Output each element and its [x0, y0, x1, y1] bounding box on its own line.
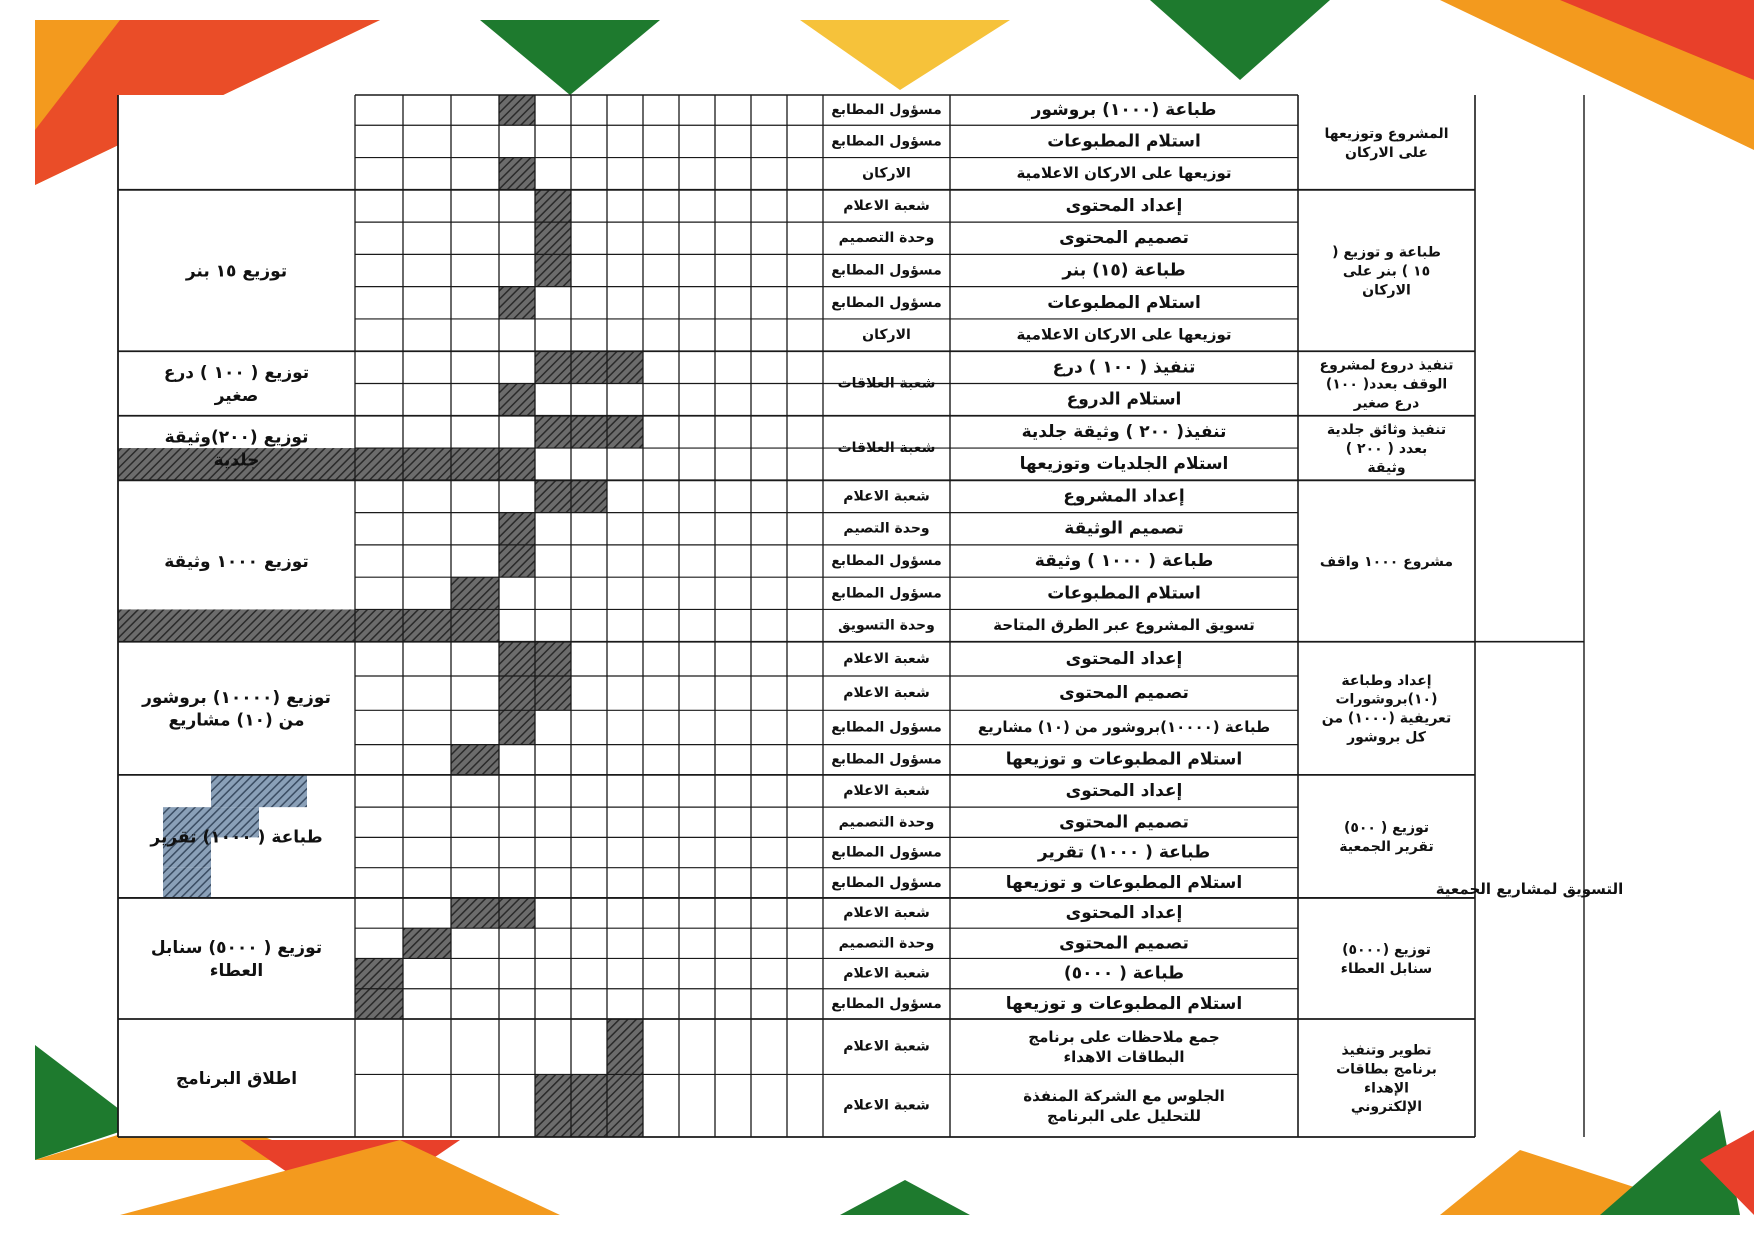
owner-label: وحدة التصيم — [843, 520, 930, 537]
task-label: تصميم الوثيقة — [1064, 518, 1184, 539]
summary-label: توزيع (١٠٠٠٠) بروشور من (١٠) مشاريع — [142, 687, 331, 731]
task-label: طباعة (١٠٠٠) بروشور — [1031, 100, 1217, 121]
gantt-cell-filled — [499, 287, 535, 319]
project-label: تنفيذ وثائق جلدية بعدد ( ٢٠٠ ) وثيقة — [1326, 422, 1447, 476]
task-label: استلام المطبوعات — [1047, 131, 1201, 152]
summary-label: اطلاق البرنامج — [175, 1068, 298, 1089]
gantt-cell-filled — [163, 448, 211, 480]
owner-label: شعبة الاعلام — [843, 1097, 930, 1114]
gantt-cell-filled — [403, 928, 451, 958]
gantt-cell-filled — [211, 609, 259, 641]
project-label: توزيع (٥٠٠٠) سنابل العطاء — [1340, 941, 1433, 977]
task-label: إعداد المحتوى — [1065, 648, 1183, 669]
summary-label: طباعة ( ١٠٠٠) تقرير — [150, 827, 323, 848]
task-label: إعداد المحتوى — [1065, 903, 1183, 924]
project-label: مشروع ١٠٠٠ واقف — [1319, 553, 1454, 570]
gantt-cell-filled — [355, 448, 403, 480]
gantt-cell-filled — [403, 609, 451, 641]
owner-label: شعبة العلاقات — [837, 375, 936, 392]
project-label: توزيع ( ٥٠٠) تقرير الجمعية — [1339, 819, 1434, 855]
gantt-cell-filled — [535, 190, 571, 222]
owner-label: مسؤول المطابع — [831, 995, 942, 1012]
task-label: استلام المطبوعات و توزيعها — [1005, 749, 1243, 770]
gantt-cell-filled — [607, 1019, 643, 1074]
gantt-cell-filled — [607, 1074, 643, 1137]
gantt-cell-filled — [499, 710, 535, 744]
gantt-cell-filled — [355, 958, 403, 988]
project-label: المشروع وتوزيعها على الاركان — [1324, 125, 1449, 161]
gantt-cell-filled — [211, 775, 259, 807]
project-label: طباعة و توزيع ( ١٥ ) بنر على الاركان — [1332, 244, 1441, 299]
task-label: طباعة ( ١٠٠٠) تقرير — [1037, 842, 1211, 863]
owner-label: الاركان — [862, 165, 911, 182]
summary-label: توزيع ١٥ بنر — [185, 261, 288, 282]
owner-label: الاركان — [862, 327, 911, 344]
gantt-cell-filled — [118, 448, 163, 480]
gantt-cell-filled — [355, 989, 403, 1019]
gantt-cell-filled — [355, 609, 403, 641]
gantt-cell-filled — [451, 898, 499, 928]
task-label: استلام المطبوعات و توزيعها — [1005, 993, 1243, 1014]
gantt-cell-filled — [499, 383, 535, 415]
task-label: طباعة (١٠٠٠٠)بروشور من (١٠) مشاريع — [977, 717, 1271, 736]
owner-label: وحدة التصميم — [838, 935, 935, 952]
project-label: تطوير وتنفيذ برنامج بطاقات الإهداء الإلكتروني — [1336, 1042, 1437, 1116]
owner-label: شعبة الاعلام — [843, 650, 930, 667]
owner-label: مسؤول المطابع — [831, 262, 942, 279]
owner-label: وحدة التسويق — [838, 617, 935, 634]
gantt-cell-filled — [571, 351, 607, 383]
owner-label: شعبة العلاقات — [837, 440, 936, 457]
task-label: طباعة ( ٥٠٠٠) — [1063, 963, 1185, 984]
gantt-cell-filled — [499, 642, 535, 676]
gantt-cell-filled — [571, 480, 607, 512]
task-label: إعداد المحتوى — [1065, 781, 1183, 802]
task-label: تسويق المشروع عبر الطرق المتاحة — [993, 616, 1255, 635]
gantt-cell-filled — [499, 676, 535, 710]
main-category-label: التسويق لمشاريع الجمعية — [1435, 879, 1624, 898]
gantt-cell-filled — [259, 609, 307, 641]
owner-label: مسؤول المطابع — [831, 844, 942, 861]
gantt-cell-filled — [499, 545, 535, 577]
gantt-cell-filled — [307, 448, 355, 480]
gantt-cell-filled — [259, 448, 307, 480]
gantt-cell-filled — [535, 676, 571, 710]
gantt-cell-filled — [451, 609, 499, 641]
gantt-cell-filled — [607, 351, 643, 383]
owner-label: مسؤول المطابع — [831, 133, 942, 150]
task-label: إعداد المشروع — [1063, 486, 1185, 507]
owner-label: شعبة الاعلام — [843, 488, 930, 505]
owner-label: وحدة التصميم — [838, 230, 935, 247]
task-label: طباعة (١٥) بنر — [1062, 260, 1186, 281]
owner-label: شعبة الاعلام — [843, 685, 930, 702]
gantt-cell-filled — [499, 898, 535, 928]
gantt-cell-filled — [499, 95, 535, 125]
gantt-cell-filled — [535, 1074, 571, 1137]
task-label: الجلوس مع الشركة المنفذة للتحليل على البرنامج — [1023, 1086, 1225, 1126]
task-label: استلام الجلديات وتوزيعها — [1019, 454, 1229, 475]
gantt-cell-filled — [535, 254, 571, 286]
task-label: استلام المطبوعات — [1047, 292, 1201, 313]
owner-label: شعبة الاعلام — [843, 1038, 930, 1055]
task-label: استلام المطبوعات — [1047, 583, 1201, 604]
owner-label: مسؤول المطابع — [831, 553, 942, 570]
task-label: توزيعها على الاركان الاعلامية — [1016, 325, 1232, 344]
summary-label: توزيع ١٠٠٠ وثيقة — [164, 551, 309, 572]
owner-label: مسؤول المطابع — [831, 102, 942, 119]
summary-label: توزيع ( ٥٠٠٠) سنابل العطاء — [150, 937, 323, 981]
owner-label: مسؤول المطابع — [831, 751, 942, 768]
owner-label: مسؤول المطابع — [831, 874, 942, 891]
owner-label: مسؤول المطابع — [831, 294, 942, 311]
task-label: جمع ملاحظات على برنامج البطاقات الاهداء — [1028, 1027, 1220, 1067]
task-label: تصميم المحتوى — [1059, 228, 1189, 249]
task-label: طباعة ( ١٠٠٠ ) وثيقة — [1034, 551, 1214, 572]
gantt-cell-filled — [307, 609, 355, 641]
gantt-cell-filled — [535, 222, 571, 254]
task-label: توزيعها على الاركان الاعلامية — [1016, 164, 1232, 183]
gantt-cell-filled — [163, 609, 211, 641]
gantt-cell-filled — [403, 448, 451, 480]
summary-label: توزيع ( ١٠٠ ) درع صغير — [163, 362, 310, 406]
gantt-cell-filled — [163, 868, 211, 898]
task-label: استلام الدروع — [1066, 389, 1182, 410]
owner-label: مسؤول المطابع — [831, 585, 942, 602]
gantt-cell-filled — [259, 775, 307, 807]
project-label: إعداد وطباعة (١٠)بروشورات تعريفية (١٠٠٠) من كل بروشور — [1321, 672, 1452, 746]
gantt-cell-filled — [451, 577, 499, 609]
owner-label: وحدة التصميم — [838, 814, 935, 831]
owner-label: شعبة الاعلام — [843, 905, 930, 922]
task-label: تصميم المحتوى — [1059, 933, 1189, 954]
gantt-cell-filled — [451, 448, 499, 480]
task-label: تصميم المحتوى — [1059, 683, 1189, 704]
task-label: إعداد المحتوى — [1065, 195, 1183, 216]
task-label: تنفيذ ( ١٠٠ ) درع — [1052, 357, 1196, 378]
summary-label: توزيع (٢٠٠)وثيقة جلدية — [164, 427, 309, 471]
owner-label: شعبة الاعلام — [843, 965, 930, 982]
task-label: تنفيذ( ٢٠٠ ) وثيقة جلدية — [1021, 421, 1227, 442]
gantt-cell-filled — [535, 351, 571, 383]
gantt-cell-filled — [451, 745, 499, 775]
owner-label: شعبة الاعلام — [843, 783, 930, 800]
gantt-cell-filled — [571, 416, 607, 448]
task-label: استلام المطبوعات و توزيعها — [1005, 872, 1243, 893]
owner-label: مسؤول المطابع — [831, 719, 942, 736]
owner-label: شعبة الاعلام — [843, 197, 930, 214]
gantt-cell-filled — [607, 416, 643, 448]
gantt-cell-filled — [571, 1074, 607, 1137]
gantt-cell-filled — [535, 480, 571, 512]
gantt-cell-filled — [499, 448, 535, 480]
gantt-cell-filled — [499, 513, 535, 545]
gantt-cell-filled — [535, 416, 571, 448]
gantt-cell-filled — [499, 158, 535, 190]
task-label: تصميم المحتوى — [1059, 812, 1189, 833]
project-label: تنفيذ دروع لمشروع الوقف بعدد( ١٠٠) درع صغير — [1319, 357, 1454, 412]
gantt-cell-filled — [118, 609, 163, 641]
gantt-cell-filled — [535, 642, 571, 676]
